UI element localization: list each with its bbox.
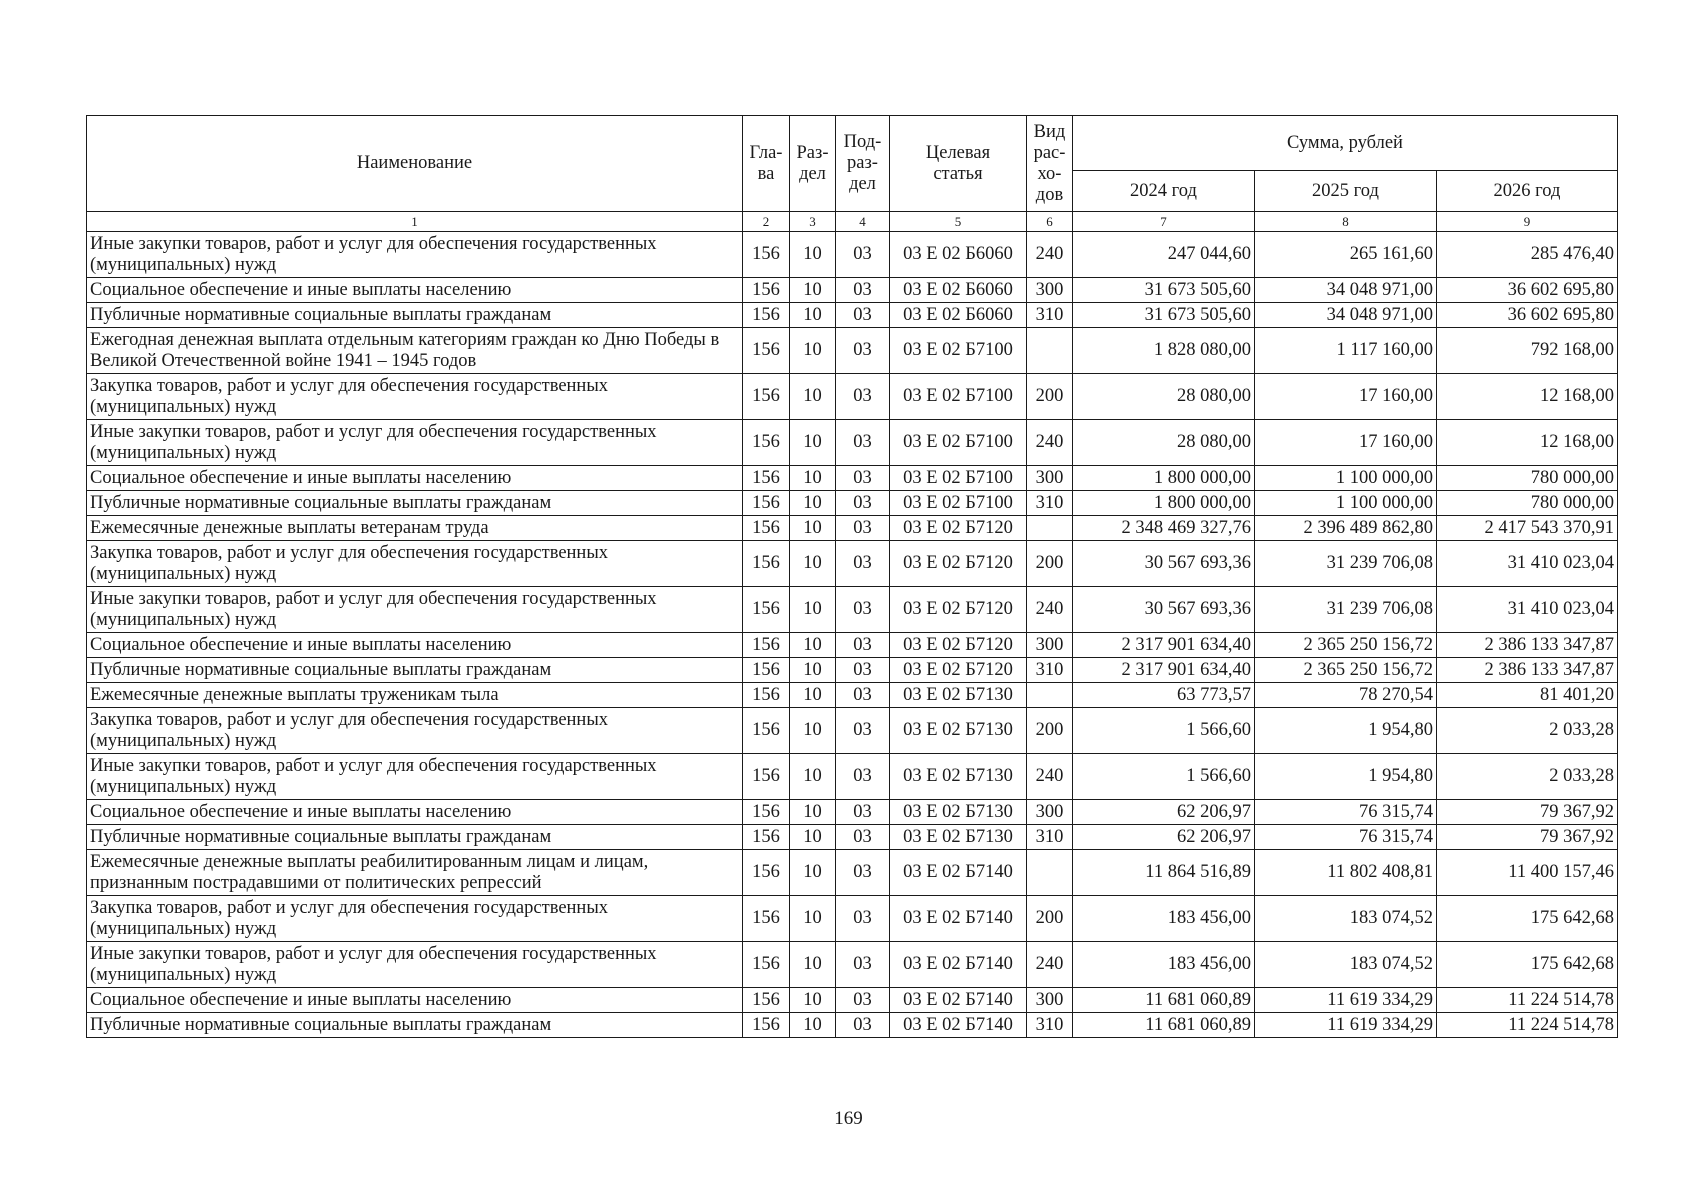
- table-row: [87, 896, 1618, 942]
- row-sum-2025: 1 100 000,00: [1255, 466, 1437, 491]
- row-sum-2026: 81 401,20: [1437, 683, 1618, 708]
- table-row: [87, 466, 1618, 491]
- row-sum-2024: 183 456,00: [1073, 942, 1255, 988]
- row-razdel: 10: [790, 708, 836, 754]
- row-tselevaya: 03 Е 02 Б6060: [890, 303, 1027, 328]
- row-name: Иные закупки товаров, работ и услуг для обеспечения государственных (муниципальных) нужд: [87, 587, 743, 633]
- row-podrazdel: 03: [836, 303, 890, 328]
- row-vid: 240: [1027, 754, 1073, 800]
- row-sum-2026: 2 033,28: [1437, 708, 1618, 754]
- table-row: [87, 491, 1618, 516]
- row-glava: 156: [743, 420, 790, 466]
- header-year-2025: 2025 год: [1255, 171, 1437, 212]
- row-glava: 156: [743, 1013, 790, 1038]
- header-year-2026: 2026 год: [1437, 171, 1618, 212]
- row-sum-2024: 2 348 469 327,76: [1073, 516, 1255, 541]
- row-tselevaya: 03 Е 02 Б7130: [890, 825, 1027, 850]
- row-sum-2026: 2 033,28: [1437, 754, 1618, 800]
- row-sum-2024: 1 800 000,00: [1073, 491, 1255, 516]
- row-sum-2024: 1 828 080,00: [1073, 328, 1255, 374]
- row-sum-2026: 11 224 514,78: [1437, 1013, 1618, 1038]
- row-vid: [1027, 516, 1073, 541]
- table-body: [87, 232, 1618, 1038]
- row-razdel: 10: [790, 800, 836, 825]
- table-row: [87, 942, 1618, 988]
- row-razdel: 10: [790, 754, 836, 800]
- row-sum-2025: 1 954,80: [1255, 754, 1437, 800]
- row-razdel: 10: [790, 466, 836, 491]
- row-vid: [1027, 850, 1073, 896]
- row-razdel: 10: [790, 328, 836, 374]
- row-vid: 200: [1027, 896, 1073, 942]
- row-glava: 156: [743, 232, 790, 278]
- row-podrazdel: 03: [836, 942, 890, 988]
- row-podrazdel: 03: [836, 708, 890, 754]
- row-name: Публичные нормативные социальные выплаты гражданам: [87, 658, 743, 683]
- header-summa: Сумма, рублей: [1073, 116, 1618, 171]
- row-name: Закупка товаров, работ и услуг для обеспечения государственных (муниципальных) нужд: [87, 896, 743, 942]
- row-tselevaya: 03 Е 02 Б7100: [890, 491, 1027, 516]
- table-row: [87, 658, 1618, 683]
- row-name: Социальное обеспечение и иные выплаты населению: [87, 800, 743, 825]
- row-sum-2025: 2 365 250 156,72: [1255, 658, 1437, 683]
- row-tselevaya: 03 Е 02 Б7100: [890, 466, 1027, 491]
- row-glava: 156: [743, 708, 790, 754]
- table-row: [87, 633, 1618, 658]
- row-glava: 156: [743, 466, 790, 491]
- row-razdel: 10: [790, 278, 836, 303]
- row-tselevaya: 03 Е 02 Б7140: [890, 850, 1027, 896]
- row-glava: 156: [743, 942, 790, 988]
- row-name: Иные закупки товаров, работ и услуг для обеспечения государственных (муниципальных) нужд: [87, 942, 743, 988]
- table-row: [87, 374, 1618, 420]
- row-sum-2026: 79 367,92: [1437, 825, 1618, 850]
- row-tselevaya: 03 Е 02 Б7140: [890, 896, 1027, 942]
- row-glava: 156: [743, 587, 790, 633]
- row-podrazdel: 03: [836, 896, 890, 942]
- col-number: 3: [790, 212, 836, 232]
- row-tselevaya: 03 Е 02 Б7120: [890, 587, 1027, 633]
- row-sum-2025: 265 161,60: [1255, 232, 1437, 278]
- row-razdel: 10: [790, 541, 836, 587]
- row-razdel: 10: [790, 374, 836, 420]
- row-razdel: 10: [790, 420, 836, 466]
- row-tselevaya: 03 Е 02 Б7100: [890, 374, 1027, 420]
- row-name: Публичные нормативные социальные выплаты гражданам: [87, 1013, 743, 1038]
- row-tselevaya: 03 Е 02 Б7130: [890, 708, 1027, 754]
- row-glava: 156: [743, 683, 790, 708]
- row-sum-2025: 11 619 334,29: [1255, 1013, 1437, 1038]
- row-sum-2025: 31 239 706,08: [1255, 587, 1437, 633]
- row-sum-2024: 2 317 901 634,40: [1073, 633, 1255, 658]
- row-name: Публичные нормативные социальные выплаты гражданам: [87, 303, 743, 328]
- row-vid: 310: [1027, 491, 1073, 516]
- row-name: Социальное обеспечение и иные выплаты населению: [87, 278, 743, 303]
- row-razdel: 10: [790, 658, 836, 683]
- table-row: [87, 1013, 1618, 1038]
- row-sum-2025: 78 270,54: [1255, 683, 1437, 708]
- row-sum-2026: 11 400 157,46: [1437, 850, 1618, 896]
- row-sum-2024: 2 317 901 634,40: [1073, 658, 1255, 683]
- row-podrazdel: 03: [836, 683, 890, 708]
- col-number: 1: [87, 212, 743, 232]
- header-year-2024: 2024 год: [1073, 171, 1255, 212]
- row-name: Социальное обеспечение и иные выплаты населению: [87, 466, 743, 491]
- row-sum-2025: 76 315,74: [1255, 825, 1437, 850]
- row-razdel: 10: [790, 303, 836, 328]
- row-vid: [1027, 328, 1073, 374]
- row-sum-2026: 12 168,00: [1437, 374, 1618, 420]
- column-number-row: [87, 212, 1618, 232]
- row-sum-2024: 31 673 505,60: [1073, 303, 1255, 328]
- row-name: Закупка товаров, работ и услуг для обеспечения государственных (муниципальных) нужд: [87, 374, 743, 420]
- row-tselevaya: 03 Е 02 Б7120: [890, 633, 1027, 658]
- row-vid: 300: [1027, 633, 1073, 658]
- row-glava: 156: [743, 850, 790, 896]
- table-row: [87, 541, 1618, 587]
- row-sum-2024: 11 864 516,89: [1073, 850, 1255, 896]
- row-vid: 300: [1027, 278, 1073, 303]
- row-tselevaya: 03 Е 02 Б7130: [890, 683, 1027, 708]
- row-sum-2025: 11 619 334,29: [1255, 988, 1437, 1013]
- row-tselevaya: 03 Е 02 Б7120: [890, 658, 1027, 683]
- row-tselevaya: 03 Е 02 Б7140: [890, 1013, 1027, 1038]
- row-podrazdel: 03: [836, 658, 890, 683]
- col-number: 5: [890, 212, 1027, 232]
- table-row: [87, 278, 1618, 303]
- row-podrazdel: 03: [836, 541, 890, 587]
- table-header: [87, 116, 1618, 232]
- row-podrazdel: 03: [836, 466, 890, 491]
- budget-table: [86, 115, 1618, 1038]
- row-podrazdel: 03: [836, 278, 890, 303]
- row-razdel: 10: [790, 587, 836, 633]
- row-sum-2026: 31 410 023,04: [1437, 587, 1618, 633]
- col-number: 9: [1437, 212, 1618, 232]
- row-tselevaya: 03 Е 02 Б7120: [890, 516, 1027, 541]
- row-sum-2025: 34 048 971,00: [1255, 303, 1437, 328]
- col-number: 8: [1255, 212, 1437, 232]
- header-tselevaya: Целевая статья: [890, 116, 1027, 212]
- row-sum-2026: 175 642,68: [1437, 896, 1618, 942]
- row-vid: 300: [1027, 466, 1073, 491]
- row-tselevaya: 03 Е 02 Б7130: [890, 754, 1027, 800]
- row-glava: 156: [743, 328, 790, 374]
- row-vid: 200: [1027, 541, 1073, 587]
- row-sum-2026: 2 386 133 347,87: [1437, 658, 1618, 683]
- row-sum-2025: 1 954,80: [1255, 708, 1437, 754]
- row-podrazdel: 03: [836, 633, 890, 658]
- row-name: Публичные нормативные социальные выплаты гражданам: [87, 825, 743, 850]
- row-vid: 310: [1027, 825, 1073, 850]
- row-name: Социальное обеспечение и иные выплаты населению: [87, 988, 743, 1013]
- row-sum-2025: 183 074,52: [1255, 896, 1437, 942]
- header-podrazdel: Под- раз- дел: [836, 116, 890, 212]
- row-podrazdel: 03: [836, 328, 890, 374]
- row-sum-2026: 780 000,00: [1437, 491, 1618, 516]
- row-vid: 240: [1027, 942, 1073, 988]
- row-razdel: 10: [790, 896, 836, 942]
- table-row: [87, 516, 1618, 541]
- row-glava: 156: [743, 754, 790, 800]
- table-row: [87, 683, 1618, 708]
- row-tselevaya: 03 Е 02 Б6060: [890, 232, 1027, 278]
- row-razdel: 10: [790, 988, 836, 1013]
- row-tselevaya: 03 Е 02 Б7100: [890, 328, 1027, 374]
- table-row: [87, 587, 1618, 633]
- header-razdel: Раз- дел: [790, 116, 836, 212]
- row-tselevaya: 03 Е 02 Б7130: [890, 800, 1027, 825]
- table-row: [87, 708, 1618, 754]
- row-glava: 156: [743, 303, 790, 328]
- row-sum-2025: 2 365 250 156,72: [1255, 633, 1437, 658]
- table-row: [87, 825, 1618, 850]
- row-tselevaya: 03 Е 02 Б7100: [890, 420, 1027, 466]
- row-podrazdel: 03: [836, 850, 890, 896]
- table-row: [87, 420, 1618, 466]
- row-tselevaya: 03 Е 02 Б7140: [890, 988, 1027, 1013]
- row-glava: 156: [743, 633, 790, 658]
- row-podrazdel: 03: [836, 232, 890, 278]
- row-sum-2026: 12 168,00: [1437, 420, 1618, 466]
- row-sum-2024: 63 773,57: [1073, 683, 1255, 708]
- row-sum-2024: 11 681 060,89: [1073, 988, 1255, 1013]
- row-tselevaya: 03 Е 02 Б7140: [890, 942, 1027, 988]
- row-name: Публичные нормативные социальные выплаты гражданам: [87, 491, 743, 516]
- row-sum-2026: 285 476,40: [1437, 232, 1618, 278]
- row-razdel: 10: [790, 516, 836, 541]
- row-vid: 240: [1027, 420, 1073, 466]
- row-vid: 240: [1027, 232, 1073, 278]
- row-name: Социальное обеспечение и иные выплаты населению: [87, 633, 743, 658]
- row-podrazdel: 03: [836, 587, 890, 633]
- table-row: [87, 988, 1618, 1013]
- row-sum-2025: 17 160,00: [1255, 420, 1437, 466]
- row-name: Закупка товаров, работ и услуг для обеспечения государственных (муниципальных) нужд: [87, 541, 743, 587]
- row-sum-2024: 1 566,60: [1073, 708, 1255, 754]
- row-sum-2024: 1 800 000,00: [1073, 466, 1255, 491]
- table-row: [87, 850, 1618, 896]
- row-sum-2024: 11 681 060,89: [1073, 1013, 1255, 1038]
- col-number: 6: [1027, 212, 1073, 232]
- row-razdel: 10: [790, 491, 836, 516]
- row-vid: [1027, 683, 1073, 708]
- row-name: Ежемесячные денежные выплаты труженикам тыла: [87, 683, 743, 708]
- row-glava: 156: [743, 658, 790, 683]
- header-name: Наименование: [87, 116, 743, 212]
- row-razdel: 10: [790, 232, 836, 278]
- row-sum-2026: 2 417 543 370,91: [1437, 516, 1618, 541]
- row-glava: 156: [743, 541, 790, 587]
- row-podrazdel: 03: [836, 420, 890, 466]
- row-sum-2025: 1 117 160,00: [1255, 328, 1437, 374]
- row-sum-2024: 30 567 693,36: [1073, 587, 1255, 633]
- row-sum-2026: 79 367,92: [1437, 800, 1618, 825]
- row-sum-2024: 62 206,97: [1073, 825, 1255, 850]
- row-podrazdel: 03: [836, 516, 890, 541]
- row-glava: 156: [743, 800, 790, 825]
- row-sum-2025: 2 396 489 862,80: [1255, 516, 1437, 541]
- row-podrazdel: 03: [836, 491, 890, 516]
- row-name: Ежемесячные денежные выплаты ветеранам труда: [87, 516, 743, 541]
- row-name: Ежемесячные денежные выплаты реабилитированным лицам и лицам, признанным пострадавшими от политических репрессий: [87, 850, 743, 896]
- row-vid: 310: [1027, 303, 1073, 328]
- row-sum-2026: 31 410 023,04: [1437, 541, 1618, 587]
- col-number: 7: [1073, 212, 1255, 232]
- row-sum-2024: 62 206,97: [1073, 800, 1255, 825]
- row-razdel: 10: [790, 825, 836, 850]
- row-sum-2024: 1 566,60: [1073, 754, 1255, 800]
- row-name: Ежегодная денежная выплата отдельным категориям граждан ко Дню Победы в Великой Отечественной войне 1941 – 1945 годов: [87, 328, 743, 374]
- row-sum-2024: 28 080,00: [1073, 420, 1255, 466]
- row-glava: 156: [743, 988, 790, 1013]
- row-razdel: 10: [790, 1013, 836, 1038]
- row-glava: 156: [743, 374, 790, 420]
- row-vid: 300: [1027, 800, 1073, 825]
- page-number: 169: [834, 1108, 863, 1129]
- row-name: Закупка товаров, работ и услуг для обеспечения государственных (муниципальных) нужд: [87, 708, 743, 754]
- row-glava: 156: [743, 825, 790, 850]
- row-razdel: 10: [790, 850, 836, 896]
- col-number: 4: [836, 212, 890, 232]
- row-podrazdel: 03: [836, 374, 890, 420]
- row-sum-2026: 175 642,68: [1437, 942, 1618, 988]
- row-glava: 156: [743, 516, 790, 541]
- row-sum-2026: 36 602 695,80: [1437, 278, 1618, 303]
- row-name: Иные закупки товаров, работ и услуг для обеспечения государственных (муниципальных) нужд: [87, 232, 743, 278]
- row-razdel: 10: [790, 633, 836, 658]
- table-row: [87, 754, 1618, 800]
- row-glava: 156: [743, 491, 790, 516]
- row-vid: 200: [1027, 708, 1073, 754]
- row-sum-2024: 247 044,60: [1073, 232, 1255, 278]
- row-sum-2024: 28 080,00: [1073, 374, 1255, 420]
- row-vid: 310: [1027, 658, 1073, 683]
- row-tselevaya: 03 Е 02 Б7120: [890, 541, 1027, 587]
- row-sum-2025: 11 802 408,81: [1255, 850, 1437, 896]
- row-sum-2025: 34 048 971,00: [1255, 278, 1437, 303]
- row-sum-2025: 183 074,52: [1255, 942, 1437, 988]
- row-podrazdel: 03: [836, 800, 890, 825]
- table-row: [87, 303, 1618, 328]
- row-glava: 156: [743, 896, 790, 942]
- row-name: Иные закупки товаров, работ и услуг для обеспечения государственных (муниципальных) нужд: [87, 420, 743, 466]
- row-sum-2026: 780 000,00: [1437, 466, 1618, 491]
- row-razdel: 10: [790, 683, 836, 708]
- row-sum-2024: 30 567 693,36: [1073, 541, 1255, 587]
- header-vid: Вид рас- хо- дов: [1027, 116, 1073, 212]
- row-sum-2025: 1 100 000,00: [1255, 491, 1437, 516]
- row-sum-2025: 31 239 706,08: [1255, 541, 1437, 587]
- row-podrazdel: 03: [836, 1013, 890, 1038]
- row-sum-2026: 36 602 695,80: [1437, 303, 1618, 328]
- row-podrazdel: 03: [836, 754, 890, 800]
- row-razdel: 10: [790, 942, 836, 988]
- row-sum-2024: 31 673 505,60: [1073, 278, 1255, 303]
- row-sum-2026: 11 224 514,78: [1437, 988, 1618, 1013]
- row-vid: 200: [1027, 374, 1073, 420]
- row-tselevaya: 03 Е 02 Б6060: [890, 278, 1027, 303]
- row-podrazdel: 03: [836, 988, 890, 1013]
- row-name: Иные закупки товаров, работ и услуг для обеспечения государственных (муниципальных) нужд: [87, 754, 743, 800]
- row-sum-2026: 792 168,00: [1437, 328, 1618, 374]
- row-vid: 300: [1027, 988, 1073, 1013]
- row-vid: 240: [1027, 587, 1073, 633]
- table-row: [87, 232, 1618, 278]
- row-sum-2026: 2 386 133 347,87: [1437, 633, 1618, 658]
- row-sum-2024: 183 456,00: [1073, 896, 1255, 942]
- table-row: [87, 328, 1618, 374]
- col-number: 2: [743, 212, 790, 232]
- row-glava: 156: [743, 278, 790, 303]
- row-sum-2025: 76 315,74: [1255, 800, 1437, 825]
- row-sum-2025: 17 160,00: [1255, 374, 1437, 420]
- row-vid: 310: [1027, 1013, 1073, 1038]
- table-row: [87, 800, 1618, 825]
- row-podrazdel: 03: [836, 825, 890, 850]
- header-glava: Гла- ва: [743, 116, 790, 212]
